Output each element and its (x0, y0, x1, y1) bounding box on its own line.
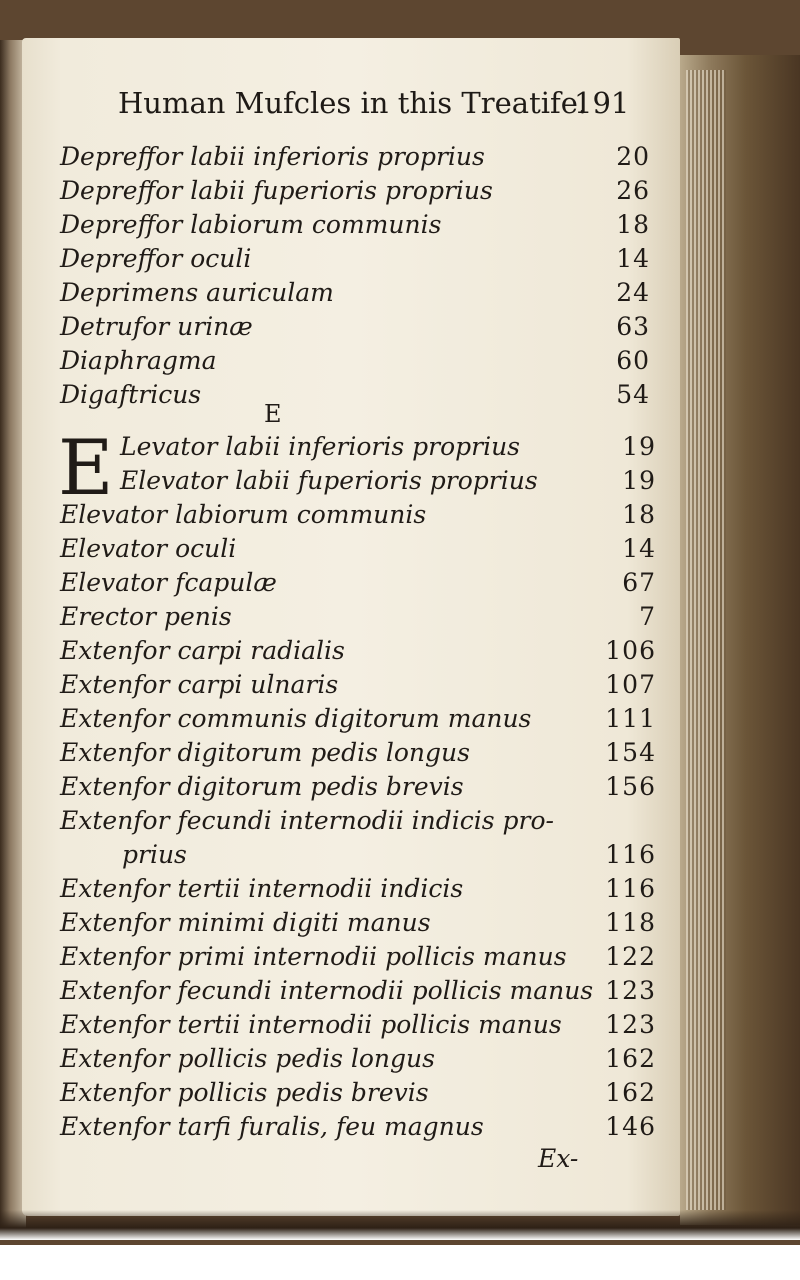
entry-term: Extenfor communis digitorum manus (60, 704, 532, 733)
entry-page: 162 (605, 1078, 656, 1107)
entry-page: 67 (622, 568, 656, 597)
entry-term: Extenfor pollicis pedis longus (60, 1044, 435, 1073)
index-entry (60, 942, 656, 974)
entry-term: Extenfor digitorum pedis brevis (60, 772, 464, 801)
entry-term: Extenfor primi internodii pollicis manus (60, 942, 567, 971)
index-entry (60, 976, 656, 1008)
index-entry (60, 704, 656, 736)
entry-term: Extenfor minimi digiti manus (60, 908, 431, 937)
entry-term: Extenfor digitorum pedis longus (60, 738, 470, 767)
running-header (118, 86, 678, 126)
entry-page: 116 (605, 840, 656, 869)
drop-cap: E (58, 423, 114, 512)
entry-page: 118 (605, 908, 656, 937)
index-entry (60, 312, 650, 344)
index-entry (60, 806, 650, 838)
index-entry (60, 176, 650, 208)
index-entry (60, 1010, 656, 1042)
entry-term: Digaftricus (60, 380, 202, 409)
entry-term: Depreffor labii inferioris proprius (60, 142, 485, 171)
book-bottom-edge (0, 1210, 800, 1240)
entry-term: Extenfor pollicis pedis brevis (60, 1078, 429, 1107)
index-entry (60, 908, 656, 940)
entry-page: 107 (605, 670, 656, 699)
index-entry (60, 568, 656, 600)
entry-page: 116 (605, 874, 656, 903)
entry-page: 26 (616, 176, 650, 205)
entry-page: 24 (616, 278, 650, 307)
entry-term: Extenfor fecundi internodii indicis pro- (60, 806, 554, 835)
entry-term: Diaphragma (60, 346, 217, 375)
header-title: Human Mufcles in this Treatife. (118, 86, 588, 120)
entry-term: Depreffor labiorum communis (60, 210, 442, 239)
entry-page: 14 (622, 534, 656, 563)
entry-term: Detrufor urinæ (60, 312, 253, 341)
entry-page: 60 (616, 346, 650, 375)
entry-page: 20 (616, 142, 650, 171)
index-entry (60, 772, 656, 804)
entry-page: 154 (605, 738, 656, 767)
index-entry (60, 636, 656, 668)
entry-term: Extenfor tertii internodii indicis (60, 874, 464, 903)
index-entry (60, 142, 650, 174)
index-entry (60, 1078, 656, 1110)
entry-page: 162 (605, 1044, 656, 1073)
entry-term: Elevator fcapulæ (60, 568, 277, 597)
entry-page: 146 (605, 1112, 656, 1141)
index-entry (60, 840, 656, 872)
entry-term: Elevator labiorum communis (60, 500, 427, 529)
entry-page: 19 (622, 466, 656, 495)
catchword: Ex- (538, 1144, 579, 1173)
entry-page: 123 (605, 976, 656, 1005)
entry-page: 18 (616, 210, 650, 239)
index-entry (60, 602, 656, 634)
index-entry (60, 278, 650, 310)
entry-term: Elevator labii fuperioris proprius (120, 466, 538, 495)
entry-term: Extenfor tertii internodii pollicis manus (60, 1010, 562, 1039)
entry-term: prius (122, 840, 187, 869)
index-entry (60, 380, 650, 412)
index-entry (60, 738, 656, 770)
entry-page: 14 (616, 244, 650, 273)
entry-term: Depreffor labii fuperioris proprius (60, 176, 493, 205)
entry-page: 19 (622, 432, 656, 461)
entry-page: 106 (605, 636, 656, 665)
entry-page: 122 (605, 942, 656, 971)
entry-page: 7 (639, 602, 656, 631)
entry-page: 111 (605, 704, 656, 733)
index-entry (60, 346, 650, 378)
entry-term: Depreffor oculi (60, 244, 252, 273)
entry-page: 156 (605, 772, 656, 801)
index-entry (60, 534, 656, 566)
entry-page: 54 (616, 380, 650, 409)
entry-term: Extenfor carpi radialis (60, 636, 345, 665)
entry-term: Elevator oculi (60, 534, 237, 563)
page-number: 191 (574, 86, 630, 120)
entry-page: 63 (616, 312, 650, 341)
index-entry (60, 500, 656, 532)
index-entry (60, 244, 650, 276)
section-letter: E (264, 400, 282, 428)
index-entry (60, 670, 656, 702)
entry-term: Deprimens auriculam (60, 278, 334, 307)
entry-term: Extenfor carpi ulnaris (60, 670, 339, 699)
entry-term: Erector penis (60, 602, 232, 631)
index-entry (60, 432, 656, 464)
entry-term: Extenfor fecundi internodii pollicis manus (60, 976, 594, 1005)
index-entry (60, 210, 650, 242)
index-entry (60, 1112, 656, 1144)
index-entry (60, 466, 656, 498)
index-entry (60, 1044, 656, 1076)
index-entry (60, 874, 656, 906)
entry-page: 18 (622, 500, 656, 529)
page-edge-stripes (686, 70, 726, 1210)
entry-term: Levator labii inferioris proprius (120, 432, 521, 461)
entry-term: Extenfor tarfi furalis, feu magnus (60, 1112, 484, 1141)
entry-page: 123 (605, 1010, 656, 1039)
